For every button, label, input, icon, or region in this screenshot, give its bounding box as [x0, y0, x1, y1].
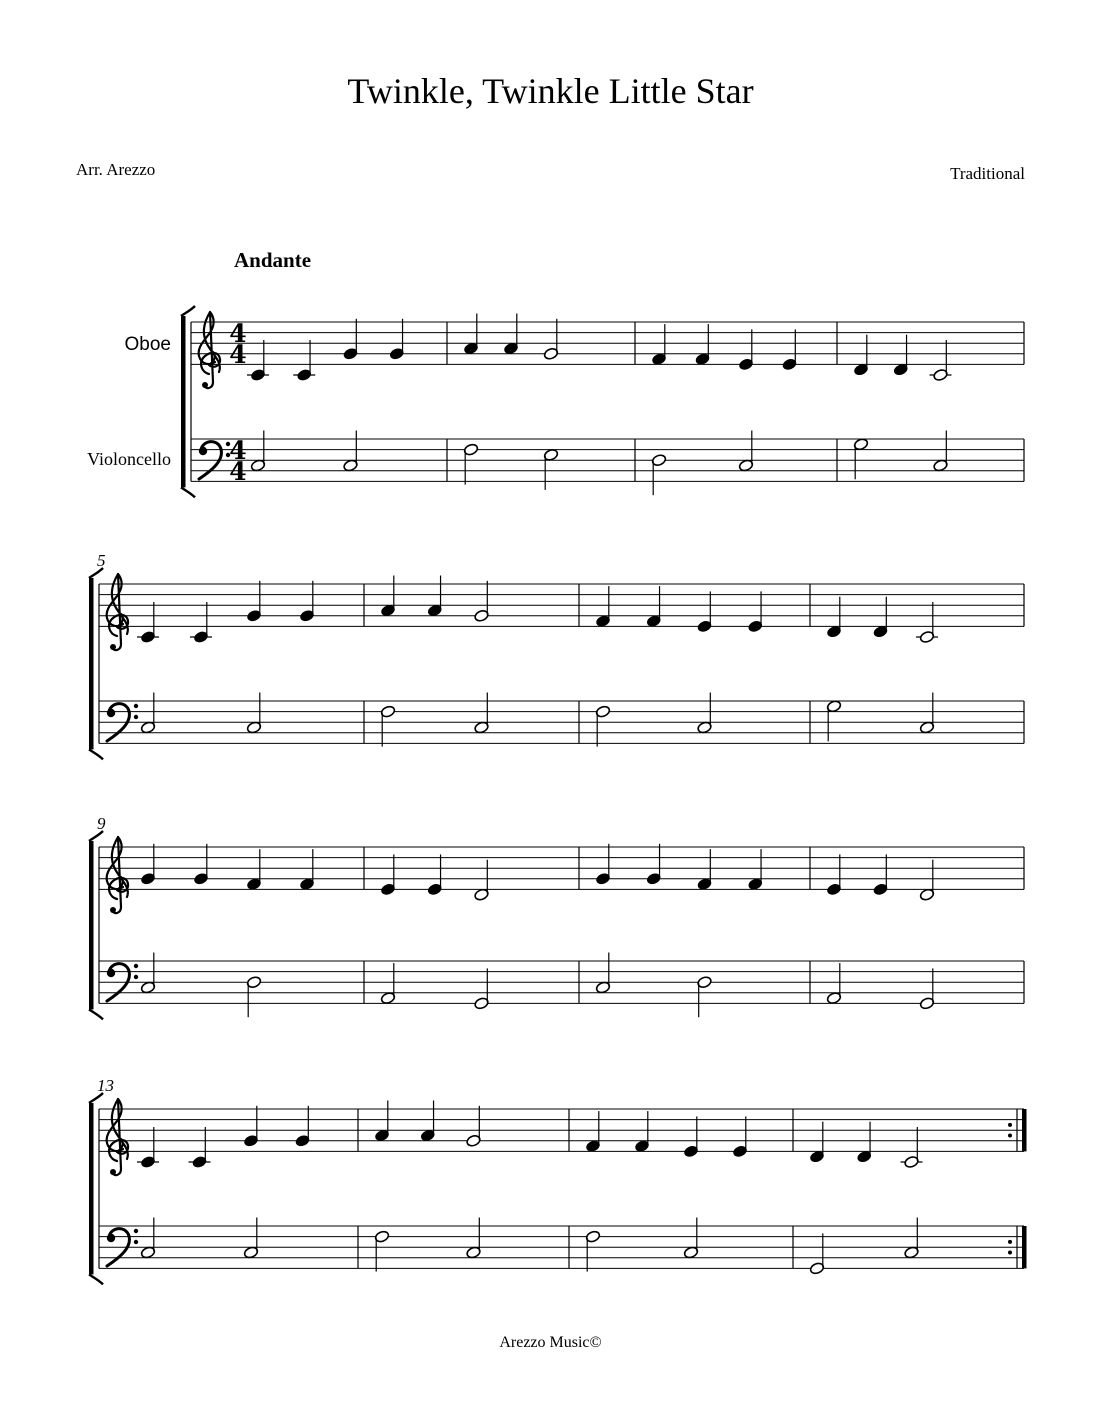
quarter-note: [420, 1101, 436, 1143]
half-note: [853, 438, 869, 480]
system-bracket: [181, 306, 195, 497]
quarter-note: [634, 1111, 650, 1153]
quarter-note: [826, 854, 842, 896]
time-signature-denominator: 4: [229, 457, 247, 486]
quarter-note: [193, 844, 209, 886]
arranger-credit: Arr. Arezzo: [76, 160, 156, 179]
quarter-note: [873, 854, 889, 896]
half-note: [343, 431, 359, 473]
half-note: [919, 968, 935, 1010]
half-note: [904, 1218, 920, 1260]
quarter-note: [137, 602, 159, 644]
time-signature-denominator: 4: [229, 340, 247, 369]
quarter-note: [299, 581, 315, 623]
half-note: [595, 705, 611, 747]
half-note: [595, 953, 611, 995]
half-note: [809, 1233, 825, 1275]
quarter-note: [747, 591, 763, 633]
quarter-note: [343, 319, 359, 361]
quarter-note: [299, 849, 315, 891]
half-note: [683, 1218, 699, 1260]
quarter-note: [697, 849, 713, 891]
half-note: [543, 319, 559, 361]
half-note: [697, 693, 713, 735]
half-note: [933, 431, 949, 473]
treble-clef-icon: [107, 1099, 128, 1175]
half-note: [246, 693, 262, 735]
quarter-note: [140, 844, 156, 886]
half-note: [140, 693, 156, 735]
quarter-note: [646, 586, 662, 628]
quarter-note: [247, 340, 269, 382]
half-note: [738, 431, 754, 473]
score-title: Twinkle, Twinkle Little Star: [347, 71, 754, 111]
system-bracket: [89, 1093, 103, 1284]
half-note: [466, 1106, 482, 1148]
half-note: [697, 975, 713, 1017]
half-note: [916, 602, 938, 644]
half-note: [543, 448, 559, 490]
half-note: [919, 860, 935, 902]
repeat-dot: [1008, 1123, 1012, 1127]
oboe-staff: [191, 322, 1024, 364]
quarter-note: [374, 1101, 390, 1143]
quarter-note: [189, 1127, 211, 1169]
half-note: [243, 1218, 259, 1260]
half-note: [380, 963, 396, 1005]
quarter-note: [747, 849, 763, 891]
measure-number: 13: [97, 1076, 114, 1095]
composer-credit: Traditional: [950, 164, 1025, 183]
instrument-name-violoncello: Violoncello: [87, 449, 171, 469]
repeat-barline-thick: [1022, 1226, 1027, 1268]
measure-number: 9: [97, 814, 106, 833]
half-note: [374, 1230, 390, 1272]
half-note: [466, 1218, 482, 1260]
quarter-note: [246, 849, 262, 891]
half-note: [585, 1230, 601, 1272]
quarter-note: [243, 1106, 259, 1148]
quarter-note: [646, 844, 662, 886]
cello-staff: [99, 701, 1024, 743]
system-bracket: [89, 831, 103, 1019]
oboe-staff: [99, 1109, 1024, 1151]
cello-staff: [99, 1226, 1024, 1268]
half-note: [826, 700, 842, 742]
quarter-note: [246, 581, 262, 623]
quarter-note: [826, 597, 842, 639]
treble-clef-icon: [107, 574, 128, 650]
half-note: [651, 453, 667, 495]
half-note: [901, 1127, 923, 1169]
quarter-note: [695, 324, 711, 366]
repeat-dot: [1008, 1251, 1012, 1255]
cello-staff: [99, 961, 1024, 1003]
quarter-note: [380, 576, 396, 618]
half-note: [140, 953, 156, 995]
oboe-staff: [99, 847, 1024, 889]
quarter-note: [293, 340, 315, 382]
quarter-note: [738, 329, 754, 371]
quarter-note: [380, 854, 396, 896]
system-bracket: [89, 568, 103, 759]
quarter-note: [893, 335, 909, 377]
quarter-note: [463, 314, 479, 356]
cello-staff: [191, 439, 1024, 481]
half-note: [930, 340, 952, 382]
quarter-note: [427, 576, 443, 618]
half-note: [380, 705, 396, 747]
quarter-note: [295, 1106, 311, 1148]
measure-number: 5: [97, 551, 106, 570]
half-note: [463, 443, 479, 485]
quarter-note: [873, 597, 889, 639]
quarter-note: [137, 1127, 159, 1169]
quarter-note: [427, 854, 443, 896]
quarter-note: [585, 1111, 601, 1153]
half-note: [250, 431, 266, 473]
half-note: [474, 581, 490, 623]
time-signature-numerator: 4: [229, 319, 247, 348]
oboe-staff: [99, 584, 1024, 626]
repeat-barline-thick: [1022, 1109, 1027, 1151]
treble-clef-icon: [107, 837, 128, 913]
half-note: [826, 963, 842, 1005]
quarter-note: [651, 324, 667, 366]
quarter-note: [853, 335, 869, 377]
half-note: [474, 693, 490, 735]
quarter-note: [595, 844, 611, 886]
instrument-name-oboe: Oboe: [124, 334, 171, 355]
quarter-note: [856, 1122, 872, 1164]
copyright-footer: Arezzo Music©: [499, 1334, 602, 1351]
half-note: [140, 1218, 156, 1260]
quarter-note: [503, 314, 519, 356]
quarter-note: [683, 1116, 699, 1158]
half-note: [246, 975, 262, 1017]
repeat-dot: [1008, 1134, 1012, 1138]
repeat-dot: [1008, 1240, 1012, 1244]
quarter-note: [732, 1116, 748, 1158]
quarter-note: [782, 329, 798, 371]
quarter-note: [809, 1122, 825, 1164]
treble-clef-icon: [199, 312, 220, 388]
tempo-marking: Andante: [234, 248, 312, 272]
time-signature-numerator: 4: [229, 436, 247, 465]
quarter-note: [190, 602, 212, 644]
quarter-note: [595, 586, 611, 628]
half-note: [474, 860, 490, 902]
quarter-note: [697, 591, 713, 633]
quarter-note: [389, 319, 405, 361]
half-note: [919, 693, 935, 735]
half-note: [474, 968, 490, 1010]
